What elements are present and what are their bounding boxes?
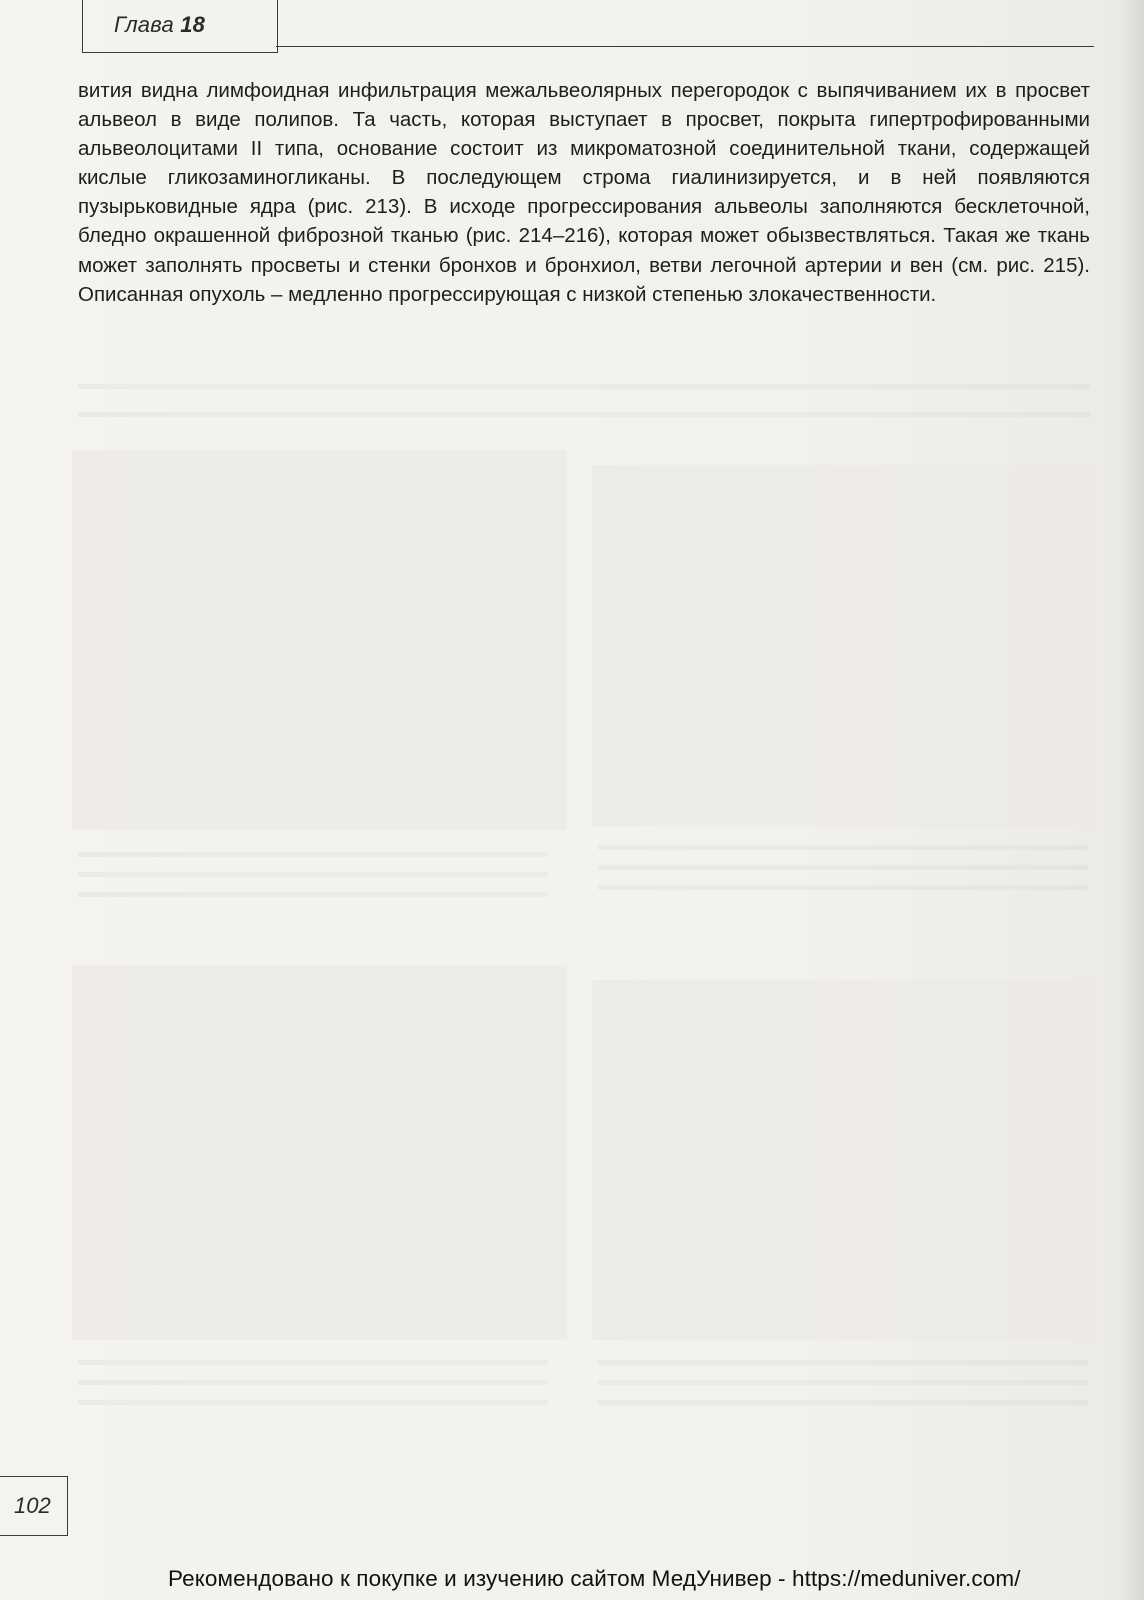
faded-text-line: [78, 1380, 548, 1385]
faded-text-line: [598, 1400, 1088, 1405]
faded-figure-area: [72, 450, 567, 830]
faded-text-line: [78, 852, 548, 857]
faded-figure-area: [592, 465, 1092, 827]
faded-text-line: [598, 845, 1088, 850]
body-paragraph: вития видна лимфоидная инфильтрация межальвеолярных перегородок с выпячиванием их в просвет альвеол в виде полипов. Та часть, которая выступает в просвет, покрыта гипертрофированными альвеолоцитами II типа, основание состоит из микроматозной соединительной ткани, содержащей кислые гликозаминогликаны. В последующем строма гиалинизируется, и в ней появляются пузырьковидные ядра (рис. 213). В исходе прогрессирования альвеолы заполняются бесклеточной, бледно окрашенной фиброзной тканью (рис. 214–216), которая может обызвествляться. Такая же ткань может заполнять просветы и стенки бронхов и бронхиол, ветви легочной артерии и вен (см. рис. 215). Описанная опухоль – медленно прогрессирующая с низкой степенью злокачественности.: [78, 79, 1090, 306]
faded-text-line: [78, 412, 1090, 417]
page-number: 102: [14, 1493, 51, 1518]
faded-text-line: [78, 1360, 548, 1365]
chapter-number: 18: [180, 12, 206, 37]
faded-text-line: [598, 1380, 1088, 1385]
footer-recommendation: Рекомендовано к покупке и изучению сайтом МедУнивер - https://meduniver.com/: [168, 1566, 1021, 1591]
faded-text-line: [598, 1360, 1088, 1365]
faded-text-line: [598, 885, 1088, 890]
page-edge-shadow: [1118, 0, 1144, 1600]
faded-figure-area: [72, 965, 567, 1340]
faded-text-line: [78, 384, 1090, 389]
faded-text-line: [78, 892, 548, 897]
faded-text-line: [598, 865, 1088, 870]
chapter-word: Глава: [114, 12, 174, 37]
faded-figure-area: [592, 980, 1092, 1340]
chapter-header: [114, 12, 205, 38]
header-rule: [276, 46, 1094, 47]
faded-text-line: [78, 872, 548, 877]
faded-text-line: [78, 1400, 548, 1405]
